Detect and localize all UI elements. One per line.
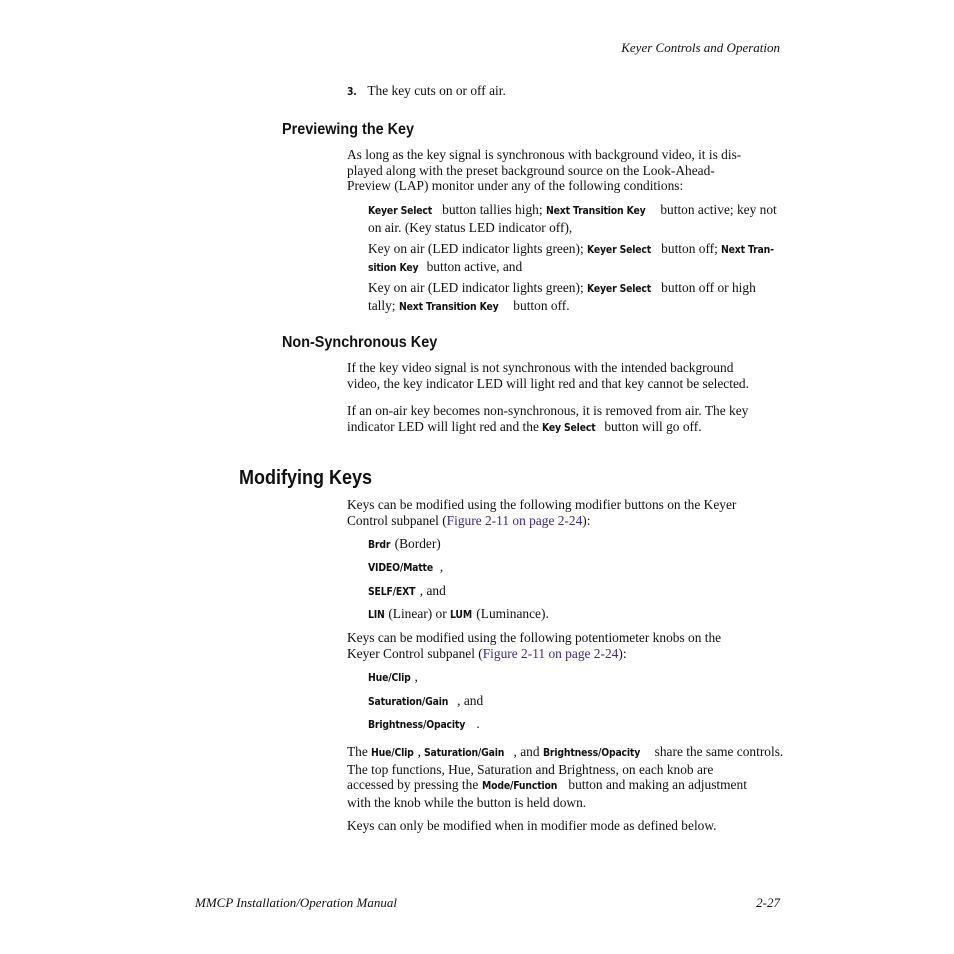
step-text: The key cuts on or off air.	[367, 83, 506, 98]
text-run: The	[347, 744, 372, 759]
running-header: Keyer Controls and Operation	[621, 40, 780, 55]
step-number: 3.	[347, 86, 357, 98]
knob-name: Hue/Clip	[368, 672, 411, 684]
button-name: Brdr	[368, 539, 391, 551]
button-name: VIDEO/Matte	[368, 562, 433, 574]
condition-item	[368, 241, 788, 276]
button-name: sition Key	[368, 261, 419, 274]
text-run: ):	[582, 512, 591, 528]
section-heading-nonsync: Non-Synchronous Key	[282, 334, 438, 351]
section-heading-modifying: Modifying Keys	[239, 467, 373, 489]
knob-item	[368, 693, 788, 711]
text-line: If an on-air key becomes non-synchronous, it is removed from air. The key	[347, 403, 749, 418]
text-run: ,	[414, 669, 418, 684]
text-run: ,	[417, 744, 425, 759]
text-line: Preview (LAP) monitor under any of the following conditions:	[347, 178, 684, 193]
text-run: Key on air (LED indicator lights green);	[368, 241, 588, 256]
text-run: (Luminance).	[472, 606, 549, 621]
button-name: LUM	[450, 609, 472, 621]
modifier-item	[368, 559, 788, 577]
text-line: played along with the preset background source on the Look-Ahead-	[347, 162, 715, 178]
button-name: Mode/Function	[481, 780, 557, 792]
text-run: button off;	[657, 241, 722, 256]
text-run: , and	[419, 583, 446, 598]
nonsync-paragraph	[347, 360, 787, 391]
text-run: button off or high	[657, 280, 756, 295]
button-name: Next Tran-	[721, 244, 775, 256]
knob-name: Hue/Clip	[371, 747, 414, 759]
modifier-item	[368, 606, 788, 624]
knob-name: Brightness/Opacity	[368, 719, 466, 731]
text-line: video, the key indicator LED will light red and that key cannot be selected.	[347, 375, 749, 391]
text-run: (Linear) or	[384, 606, 451, 621]
modifier-item	[368, 583, 788, 601]
nonsync-paragraph	[347, 403, 787, 436]
page-number: 2-27	[756, 895, 780, 910]
text-run: , and	[457, 693, 484, 708]
button-name: Next Transition Key	[545, 205, 646, 217]
footer-manual-title: MMCP Installation/Operation Manual	[195, 895, 397, 910]
text-run: ):	[618, 645, 627, 661]
text-run: indicator LED will light red and the	[347, 418, 543, 434]
text-run: button and making an adjustment	[565, 777, 747, 792]
text-line: As long as the key signal is synchronous with background video, it is dis-	[347, 147, 742, 162]
modifying-paragraph: Keys can only be modified when in modifier mode as defined below.	[347, 818, 717, 833]
button-name: Next Transition Key	[398, 300, 499, 313]
text-line: If the key video signal is not synchronous with the intended background	[347, 360, 734, 375]
text-run: Key on air (LED indicator lights green);	[368, 280, 588, 295]
knob-item	[368, 716, 788, 734]
modifying-paragraph	[347, 497, 787, 528]
text-run: accessed by pressing the	[347, 777, 482, 792]
text-run: Keyer Control subpanel (	[347, 645, 483, 661]
button-name: SELF/EXT	[368, 586, 416, 598]
text-run: , and	[513, 744, 543, 759]
text-run: button will go off.	[601, 418, 702, 434]
text-run: button off.	[509, 297, 570, 313]
button-name: Keyer Select	[368, 205, 433, 217]
condition-item	[368, 280, 788, 315]
button-name: LIN	[368, 609, 385, 621]
text-run: (Border)	[391, 536, 441, 551]
knob-name: Brightness/Opacity	[542, 747, 641, 759]
text-line: with the knob while the button is held down.	[347, 794, 587, 810]
step-item	[347, 83, 506, 101]
modifying-paragraph	[347, 744, 787, 810]
figure-link[interactable]: Figure 2-11 on page 2-24	[446, 512, 583, 528]
figure-link[interactable]: Figure 2-11 on page 2-24	[482, 645, 619, 661]
text-run: tally;	[368, 297, 399, 313]
text-run: .	[476, 716, 480, 731]
knob-name: Saturation/Gain	[424, 747, 505, 759]
modifying-paragraph	[347, 630, 787, 661]
section-heading-previewing: Previewing the Key	[282, 121, 415, 138]
knob-name: Saturation/Gain	[368, 696, 449, 708]
text-run: ,	[439, 559, 444, 574]
button-name: Keyer Select	[587, 283, 652, 295]
text-line: Keys can be modified using the following potentiometer knobs on the	[347, 630, 722, 645]
text-line: Keys can be modified using the following modifier buttons on the Keyer	[347, 497, 737, 512]
text-run: button active, and	[423, 258, 523, 274]
text-run: button active; key not	[657, 202, 777, 217]
text-run: Control subpanel (	[347, 512, 447, 528]
text-line: The top functions, Hue, Saturation and Brightness, on each knob are	[347, 761, 714, 777]
modifier-item	[368, 536, 788, 554]
text-run: share the same controls.	[651, 744, 784, 759]
text-line: on air. (Key status LED indicator off),	[368, 219, 573, 235]
button-name: Key Select	[542, 421, 596, 434]
text-run: button tallies high;	[438, 202, 546, 217]
condition-item	[368, 202, 788, 235]
knob-item	[368, 669, 788, 687]
button-name: Keyer Select	[587, 244, 652, 256]
previewing-intro	[347, 147, 787, 194]
